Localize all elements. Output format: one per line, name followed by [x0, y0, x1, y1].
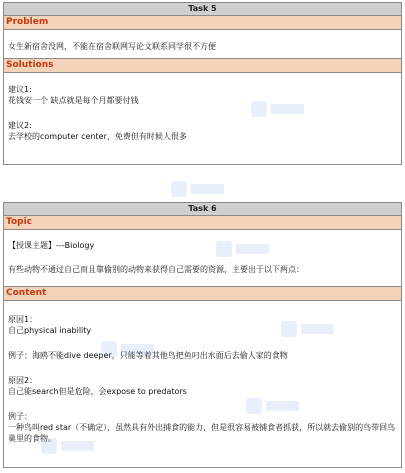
task6-header: Task 6	[4, 203, 401, 216]
problem-text: 女生新宿舍没网，不能在宿舍联网写论文联系同学很不方便	[8, 42, 216, 51]
problem-body	[4, 30, 401, 58]
suggestion1-text: 花钱安一个 缺点就是每个月都要付钱	[8, 96, 139, 105]
reason2-label: 原因2：	[8, 376, 38, 385]
solutions-section-header: Solutions	[4, 58, 401, 73]
suggestion1-label: 建议1:	[8, 85, 32, 94]
suggestion2-label: 建议2:	[8, 121, 32, 130]
content-body	[4, 301, 401, 444]
suggestion2-text: 去学校的computer center，免费但有时候人很多	[8, 132, 187, 141]
content-section-header: Content	[4, 286, 401, 301]
solutions-body	[4, 73, 401, 142]
topic-title: 【授课主题】---Biology	[8, 241, 95, 250]
topic-text: 有些动物不通过自己而且靠偷别的动物来获得自己需要的资源，主要出于以下两点：	[8, 265, 304, 274]
example2-text: 一种鸟叫red star（不确定），虽然具有外出捕食的能力，但是很容易被捕食者抓获，所以就去偷别的鸟带回鸟巢里的食物。	[8, 423, 396, 443]
example2-label: 例子：	[8, 412, 32, 421]
task5-header: Task 5	[4, 3, 401, 16]
watermark-logo	[170, 178, 226, 200]
task5-card	[3, 2, 402, 165]
reason2-text: 自己能search但是危险，会expose to predators	[8, 387, 187, 396]
topic-section-header: Topic	[4, 216, 401, 230]
example1-text: 例子：海鸥不能dive deeper，只能等着其他鸟把鱼叼出水面后去偷人家的食物	[8, 351, 288, 360]
problem-section-header: Problem	[4, 16, 401, 30]
reason1-text: 自己physical inability	[8, 326, 92, 335]
topic-body	[4, 230, 401, 286]
reason1-label: 原因1：	[8, 315, 38, 324]
task6-card	[3, 202, 402, 468]
